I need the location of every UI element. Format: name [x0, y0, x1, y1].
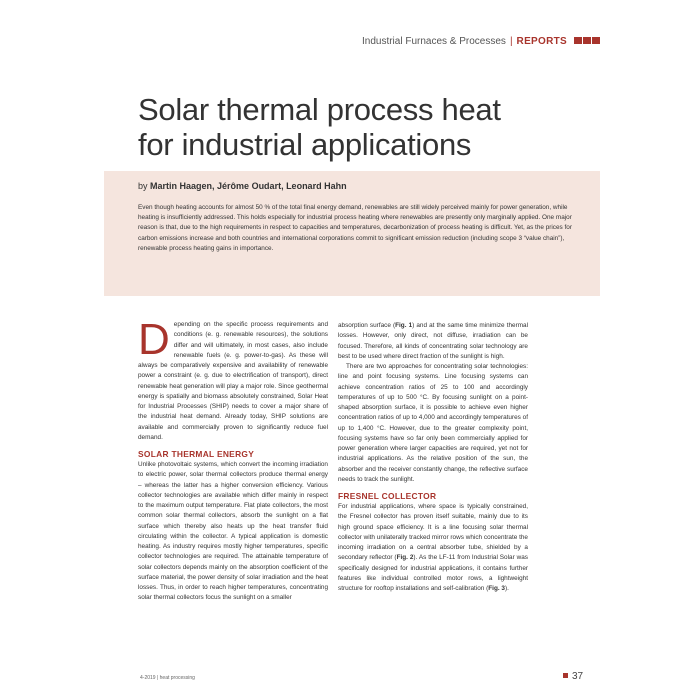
abstract-box	[104, 171, 600, 296]
page-number: 37	[572, 671, 584, 682]
section2-text-a: For industrial applications, where space is typically constrained, the Fresnel collector has proven itself suitable, mainly due to its high ground space efficiency. It is a line focusing solar thermal collector with unilaterally tracked mirror rows which concentrate the incoming irradiation on a central absorber tube, shielded by a secondary reflector (	[338, 503, 528, 562]
header-label: REPORTS	[516, 36, 567, 47]
figure-ref-2: Fig. 2	[396, 554, 414, 562]
header-section: Industrial Furnaces & Processes	[361, 36, 506, 47]
header-squares-icon	[573, 36, 600, 47]
figure-ref-3: Fig. 3	[488, 585, 505, 592]
article-title	[138, 92, 618, 162]
body-column-right	[338, 321, 528, 594]
section-heading-fresnel: FRESNEL COLLECTOR	[338, 491, 437, 501]
section1-paragraph: Unlike photovoltaic systems, which convert the incoming irradiation to electric power, solar thermal collectors produce thermal energy – whereas the latter has a higher conversion efficiency. Various collector technologies are available which differ mainly in respect to the maximum output temperature. Flat plate collectors, the most common solar thermal collectors, absorb the sunlight on a flat surface which thereby also heats up the heat transfer fluid circulating within the collector. A typical application is domestic heating. As industry requires mostly higher temperatures, specific collector technologies are required. The attainable temperature of solar collectors depends mainly on the absorption coefficient of the surface material, the power density of solar irradiation and the heat losses. Thus, in order to reach higher temperatures, concentrating solar thermal collectors focus the sunlight on a smaller	[138, 461, 328, 602]
page-marker-icon	[563, 673, 568, 678]
running-header	[320, 36, 600, 50]
title-line-2: for industrial applications	[138, 127, 472, 162]
section2-paragraph	[338, 502, 528, 594]
col2-paragraph-1	[338, 321, 528, 362]
intro-text: epending on the specific process requirements and conditions (e. g. renewable resources), the solutions differ and will ultimately, in most cases, also include renewable fuels (e. g. power-to-gas). As these will always be comparatively expensive and availability of renewable power a constraint (e. g. due to electrification of transport), direct renewable heat generation will play a major role. Since geothermal energy is spatially and biomass absolutely constrained, Solar Heat for Industrial Processes (SHIP) needs to cover a major share of the industrial heat demand. Already today, SHIP solutions are available and commercially proven to significantly reduce fuel demand.	[138, 321, 328, 441]
footer-issue: 4-2019 | heat processing	[140, 675, 195, 681]
col2-paragraph-2: There are two approaches for concentrating solar technologies: line and point focusing systems. Line focusing systems can achieve concentration ratios of 25 to 100 and accordingly temperatures of up to 500 °C. By focusing sunlight on a point-shaped absorption surface, it is possible to achieve even higher concentration ratios of up to 4,000 and accordingly temperatures of up to 1,400 °C. However, due to the greater complexity point, focusing systems have so far only been commercially applied for power generation where larger capacities are required, yet not for industrial applications. As the relative position of the sun, the absorber and the receiver constantly change, the reflective surface needs to track the sunlight.	[338, 363, 528, 483]
section-heading-solar-thermal: SOLAR THERMAL ENERGY	[138, 449, 255, 459]
col2-para1-text-a: absorption surface (	[338, 322, 396, 329]
section2-text-c: ).	[504, 585, 509, 592]
figure-ref-1: Fig. 1	[395, 322, 413, 329]
intro-paragraph	[138, 315, 328, 443]
byline-prefix: by	[138, 181, 148, 191]
col2-para1-text-b: ) and at the same time minimize thermal losses. However, only direct, not diffuse, irradiation can be focused. Therefore, all kinds of concentrating solar technology are best to be used where direct fraction of the sunlight is high.	[338, 322, 529, 360]
section2-text-b: ). As the LF-11 from Industrial Solar was specifically designed for industrial applications, it contains further features like individual controlled motor rows, a lightweight structure for rooftop installations and self-calibration (	[338, 554, 528, 592]
drop-cap: D	[138, 315, 170, 364]
footer-page	[563, 671, 583, 682]
byline	[138, 181, 347, 191]
abstract-text: Even though heating accounts for almost 50 % of the total final energy demand, renewables are still widely perceived mainly for power generation, while heating is insufficiently addressed. This holds especially for industrial process heating where renewables are presently only marginally applied. One major reason is that, due to the high requirements in respect to capacities and temperatures, decarbonization of process heating is difficult. Yet, as the prices for carbon emissions increase and both countries and international corporations commit to significant emission reduction (including scope 3 “value chain”), renewable process heating gains in importance.	[138, 204, 572, 252]
title-line-1: Solar thermal process heat	[138, 92, 501, 127]
byline-authors: Martin Haagen, Jérôme Oudart, Leonard Hahn	[150, 181, 347, 191]
header-separator: |	[509, 36, 513, 47]
body-column-left	[138, 315, 328, 604]
